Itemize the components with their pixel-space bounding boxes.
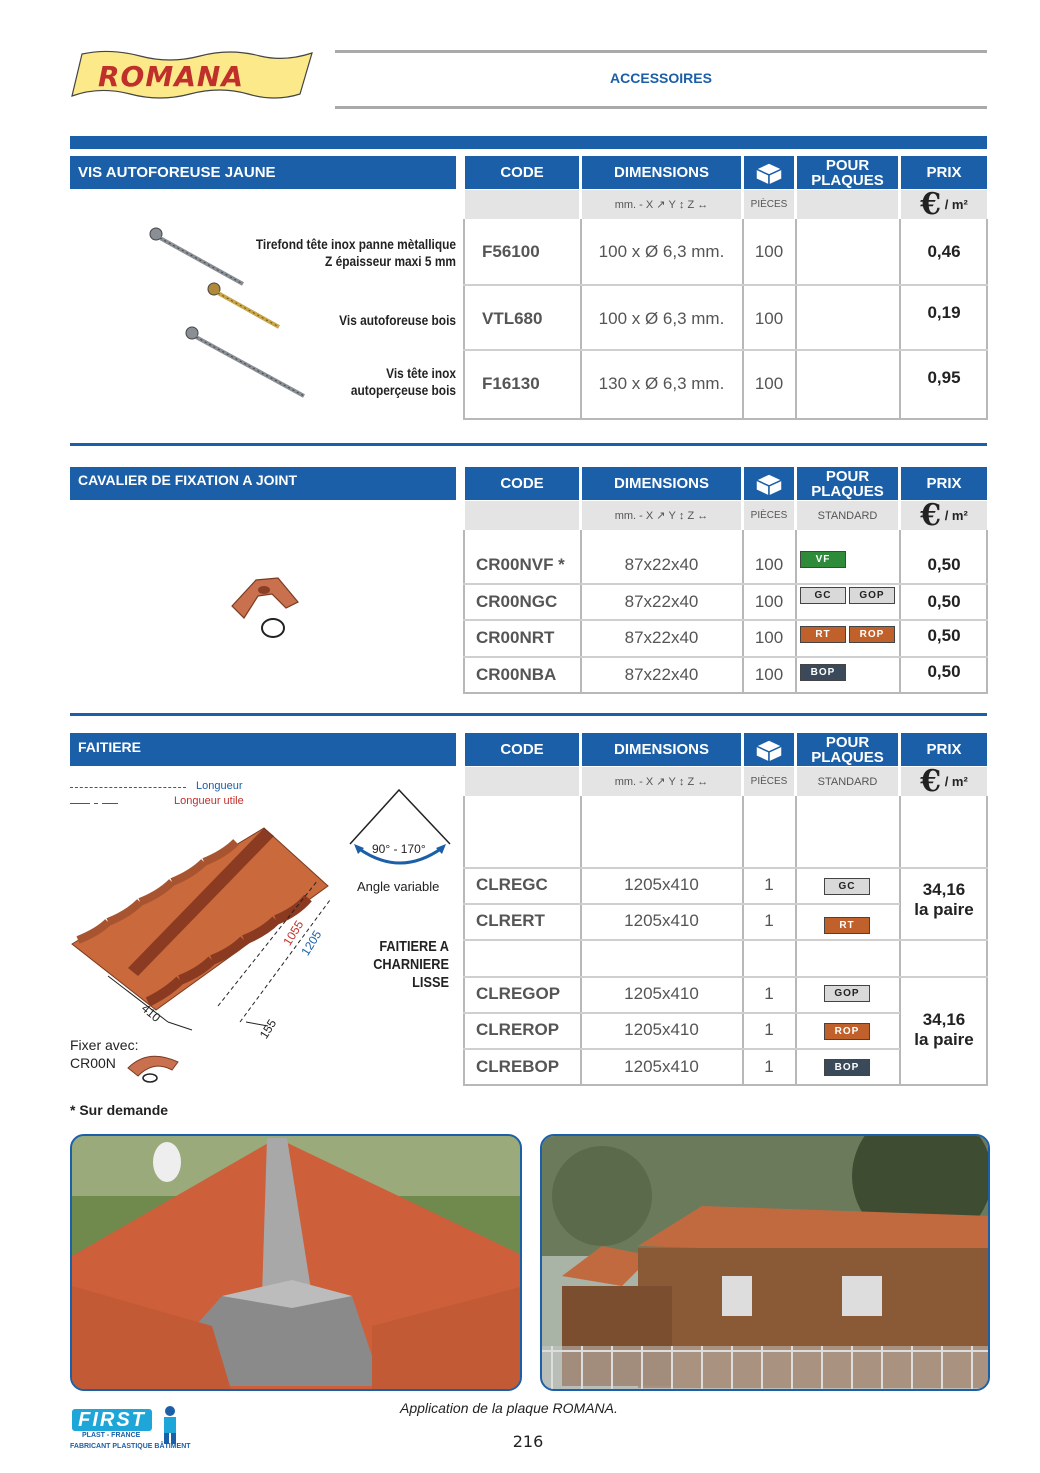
badge-rop: ROP [849, 626, 895, 643]
fixer-label: Fixer avec: CR00N [70, 1037, 139, 1071]
sub-prix: € / m² [901, 501, 987, 530]
table-row-price: 0,50 [927, 592, 961, 611]
col-pieces [744, 467, 794, 500]
badge-gop: GOP [849, 587, 895, 604]
table-row-dim: 87x22x40 [624, 592, 699, 611]
col-code: CODE [465, 156, 579, 189]
col-pieces [744, 156, 794, 189]
sub-pieces: PIÈCES [744, 501, 794, 530]
sub-dimensions: mm. - X ↗ Y ↕ Z ↔ [582, 190, 741, 219]
table-row-dim: 1205x410 [624, 911, 699, 930]
table-row-code: CLREBOP [476, 1057, 560, 1076]
table-row-price: 0,95 [927, 368, 961, 387]
table-row-pcs: 1 [764, 875, 774, 894]
sub-pieces: PIÈCES [744, 190, 794, 219]
col-prix: PRIX [901, 733, 987, 766]
euro-icon: € [920, 187, 942, 222]
brand-name: ROMANA [98, 60, 244, 93]
header-title: ACCESSOIRES [610, 70, 712, 86]
product-label: Vis tête inox autoperçeuse bois [350, 365, 456, 398]
dim-1055: 1055 [280, 917, 307, 949]
col-prix: PRIX [901, 156, 987, 189]
table-row-code: CR00NBA [476, 665, 557, 684]
col-pieces [744, 733, 794, 766]
badge-bop: BOP [800, 664, 846, 681]
section-divider [70, 443, 987, 446]
table-row-pcs: 100 [754, 592, 784, 611]
table-row-code: CLREROP [476, 1020, 560, 1039]
box-icon [752, 737, 786, 763]
legend-longueur: Longueur [70, 780, 250, 794]
sub-standard: STANDARD [797, 501, 898, 530]
price-pair: 34,16 la paire [914, 880, 974, 919]
table-row-dim: 1205x410 [624, 1020, 699, 1039]
legend-longueur-utile: Longueur utile [70, 795, 270, 809]
table-row-code: VTL680 [482, 308, 543, 328]
sub-standard: STANDARD [797, 767, 898, 796]
table-row-pcs: 100 [754, 241, 784, 261]
footnote: * Sur demande [70, 1102, 169, 1118]
footer-tagline: FABRICANT PLASTIQUE BÂTIMENT [70, 1443, 191, 1450]
table-row-price: 0,50 [927, 626, 961, 645]
section-title: CAVALIER DE FIXATION A JOINT [70, 467, 456, 500]
table-row-dim: 87x22x40 [624, 665, 699, 684]
ridge-illustration [68, 826, 348, 1040]
section-divider [70, 713, 987, 716]
badge-gop: GOP [824, 985, 870, 1002]
dim-155: 155 [256, 1016, 280, 1042]
photo-caption: Application de la plaque ROMANA. [400, 1400, 618, 1416]
table-row-code: CLREGC [476, 875, 548, 894]
table-row-price: 0,46 [927, 241, 961, 261]
badge-gc: GC [800, 587, 846, 604]
product-label: FAITIERE A CHARNIERE LISSE [373, 938, 449, 991]
col-code: CODE [465, 467, 579, 500]
table-row-price: 0,19 [927, 302, 961, 322]
table-row-code: CLRERT [476, 911, 545, 930]
table-row-dim: 1205x410 [624, 984, 699, 1003]
photo-chalet [540, 1134, 990, 1391]
table-row-code: F16130 [482, 374, 540, 393]
product-label: Vis autoforeuse bois [339, 312, 456, 328]
section-title: FAITIERE [70, 733, 456, 766]
table-row-pcs: 1 [764, 984, 774, 1003]
cavalier-icon [124, 1048, 184, 1086]
table-row-pcs: 1 [764, 1057, 774, 1076]
table-row-code: CLREGOP [476, 984, 561, 1003]
col-dimensions: DIMENSIONS [582, 733, 741, 766]
sub-prix: € / m² [901, 767, 987, 796]
table-row-dim: 100 x Ø 6,3 mm. [598, 241, 725, 261]
table-row-dim: 87x22x40 [624, 555, 699, 574]
table-row-pcs: 100 [754, 374, 784, 393]
col-prix: PRIX [901, 467, 987, 500]
badge-rt: RT [800, 626, 846, 643]
sub-dimensions: mm. - X ↗ Y ↕ Z ↔ [582, 767, 741, 796]
badge-rop: ROP [824, 1023, 870, 1040]
dim-410: 410 [138, 1001, 164, 1025]
table-row-price: 0,50 [927, 555, 961, 574]
table-row-code: F56100 [482, 241, 540, 261]
col-pour-plaques: POUR PLAQUES [797, 467, 898, 500]
badge-gc: GC [824, 878, 870, 895]
price-pair: 34,16 la paire [914, 1010, 974, 1049]
badge-vf: VF [800, 551, 846, 568]
badge-bop: BOP [824, 1059, 870, 1076]
table-row-pcs: 100 [754, 555, 784, 574]
table-row-pcs: 1 [764, 1020, 774, 1039]
col-pour-plaques: POUR PLAQUES [797, 733, 898, 766]
section-title: VIS AUTOFOREUSE JAUNE [70, 156, 456, 189]
col-pour-plaques: POUR PLAQUES [797, 156, 898, 189]
section-divider [70, 136, 987, 149]
euro-icon: € [920, 764, 942, 799]
product-label: Tirefond tête inox panne mètallique Z épaisseur maxi 5 mm [255, 236, 456, 269]
euro-icon: € [920, 498, 942, 533]
col-code: CODE [465, 733, 579, 766]
footer-logo-sub: PLAST - FRANCE [82, 1432, 141, 1439]
footer-logo [70, 1405, 190, 1455]
angle-value: 90° - 170° [372, 842, 426, 856]
dim-1205: 1205 [298, 927, 325, 959]
box-icon [752, 471, 786, 497]
table-row-code: CR00NRT [476, 628, 555, 647]
table-row-dim: 130 x Ø 6,3 mm. [598, 374, 725, 393]
table-row-code: CR00NGC [476, 592, 558, 611]
photo-roof-ridge [70, 1134, 522, 1391]
table-row-pcs: 100 [754, 308, 784, 328]
cavalier-icon [226, 572, 306, 644]
table-row-dim: 1205x410 [624, 875, 699, 894]
page-number: 216 [512, 1432, 544, 1451]
table-row-dim: 1205x410 [624, 1057, 699, 1076]
table-row-dim: 87x22x40 [624, 628, 699, 647]
sub-prix: € / m² [901, 190, 987, 219]
table-row-code: CR00NVF * [476, 555, 565, 574]
table-row-pcs: 1 [764, 911, 774, 930]
sub-pieces: PIÈCES [744, 767, 794, 796]
table-row-dim: 100 x Ø 6,3 mm. [598, 308, 725, 328]
brand-logo [70, 50, 315, 102]
table-row-price: 0,50 [927, 662, 961, 681]
col-dimensions: DIMENSIONS [582, 156, 741, 189]
col-dimensions: DIMENSIONS [582, 467, 741, 500]
angle-label: Angle variable [357, 879, 440, 894]
badge-rt: RT [824, 917, 870, 934]
footer-logo-name: FIRST [72, 1409, 152, 1431]
worker-icon [158, 1405, 182, 1445]
table-row-pcs: 100 [754, 628, 784, 647]
box-icon [752, 160, 786, 186]
sub-dimensions: mm. - X ↗ Y ↕ Z ↔ [582, 501, 741, 530]
table-row-pcs: 100 [754, 665, 784, 684]
